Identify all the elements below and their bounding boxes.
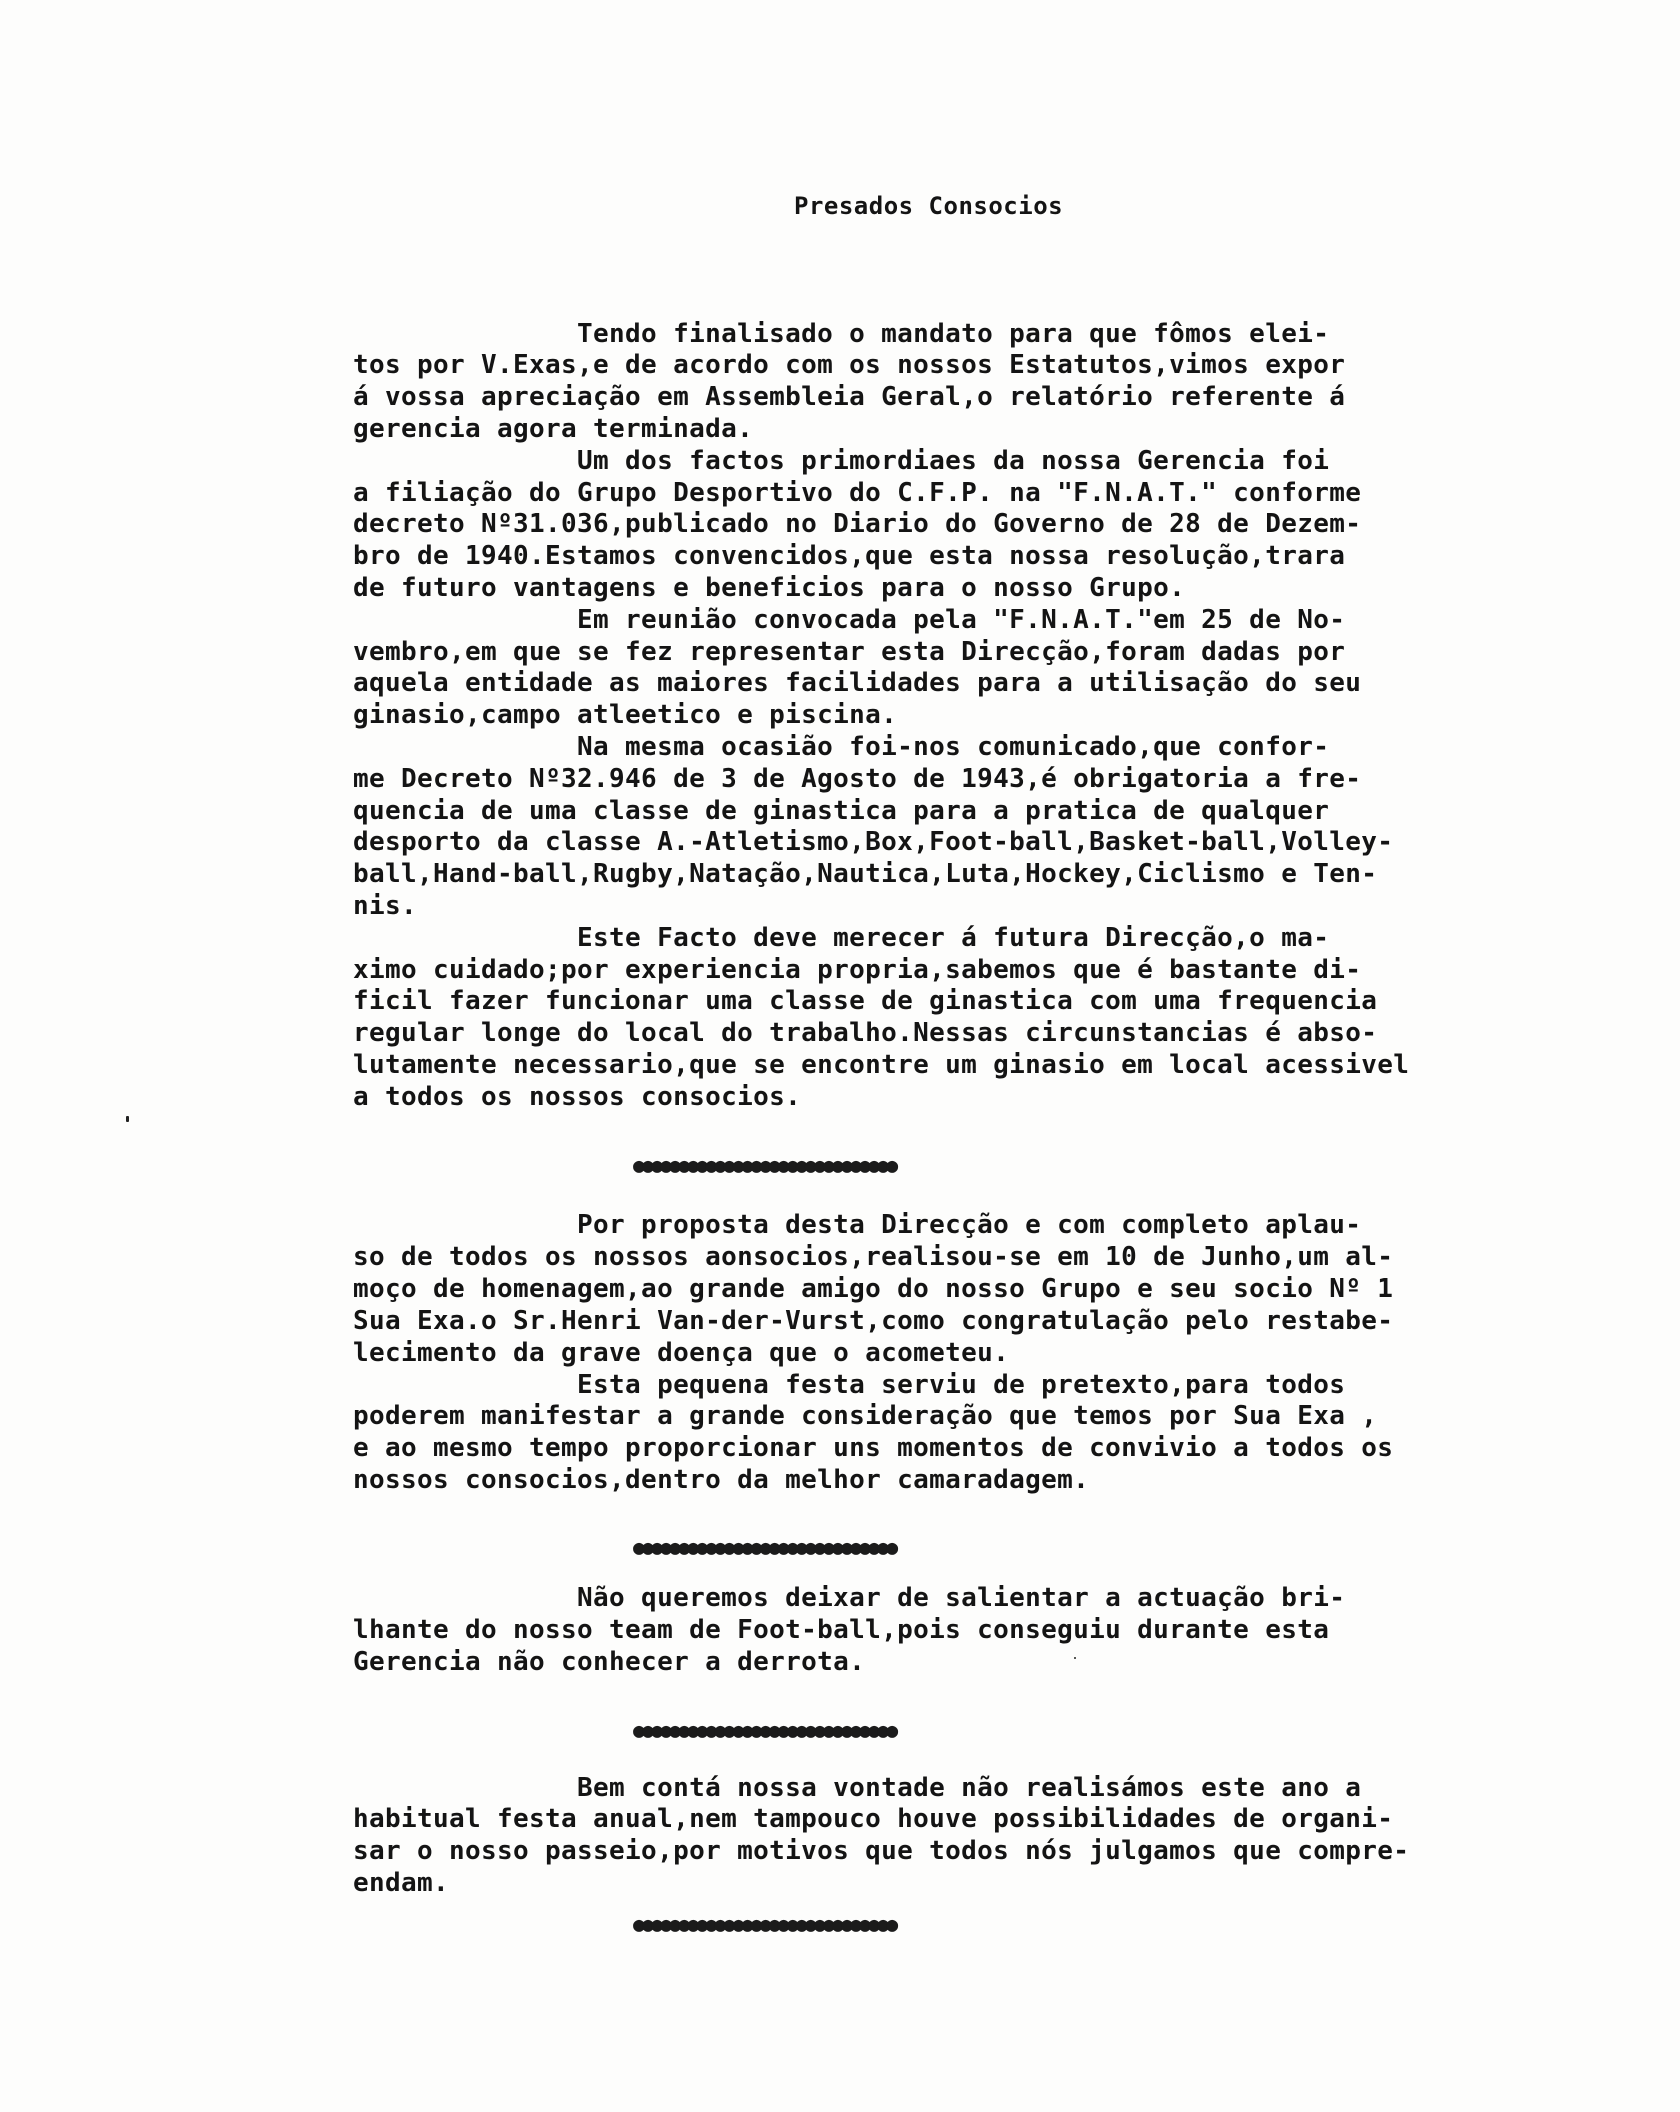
text-line: tos por V.Exas,e de acordo com os nossos Estatutos,vimos expor [353,350,1346,380]
text-line: e ao mesmo tempo proporcionar uns momentos de convivio a todos os [353,1433,1394,1463]
text-line: gerencia agora terminada. [353,414,754,444]
text-line: sar o nosso passeio,por motivos que todos nós julgamos que compre- [353,1836,1410,1866]
text-line: so de todos os nossos aonsocios,realisou-se em 10 de Junho,um al- [353,1242,1394,1272]
text-line: lhante do nosso team de Foot-ball,pois conseguiu durante esta [353,1615,1330,1645]
scan-speck [1074,1657,1076,1659]
text-line: Em reunião convocada pela "F.N.A.T."em 25 de No- [353,605,1346,635]
text-line: regular longe do local do trabalho.Nessas circunstancias é abso- [353,1018,1378,1048]
text-line: ball,Hand-ball,Rugby,Natação,Nautica,Luta,Hockey,Ciclismo e Ten- [353,859,1378,889]
text-line: a filiação do Grupo Desportivo do C.F.P. na "F.N.A.T." conforme [353,478,1362,508]
text-line: de futuro vantagens e beneficios para o nosso Grupo. [353,573,1186,603]
scan-speck [126,1116,129,1122]
section-separator: ●●●●●●●●●●●●●●●●●●●●●●●●●●●●● [633,1153,896,1177]
text-line: nossos consocios,dentro da melhor camaradagem. [353,1465,1090,1495]
text-line: aquela entidade as maiores facilidades para a utilisação do seu [353,668,1362,698]
text-line: Sua Exa.o Sr.Henri Van-der-Vurst,como congratulação pelo restabe- [353,1306,1394,1336]
text-line: Por proposta desta Direcção e com completo aplau- [353,1210,1362,1240]
text-line: nis. [353,891,418,921]
text-line: moço de homenagem,ao grande amigo do nosso Grupo e seu socio Nº 1 [353,1274,1394,1304]
text-line: Esta pequena festa serviu de pretexto,para todos [353,1370,1346,1400]
document-title: Presados Consocios [794,192,1064,220]
text-line: Gerencia não conhecer a derrota. [353,1647,866,1677]
section-separator: ●●●●●●●●●●●●●●●●●●●●●●●●●●●●● [633,1718,896,1742]
text-line: Bem contá nossa vontade não realisámos este ano a [353,1773,1362,1803]
text-line: lutamente necessario,que se encontre um ginasio em local acessivel [353,1050,1410,1080]
text-line: me Decreto Nº32.946 de 3 de Agosto de 1943,é obrigatoria a fre- [353,764,1362,794]
text-line: endam. [353,1868,450,1898]
text-line: Tendo finalisado o mandato para que fômos elei- [353,319,1330,349]
text-line: decreto Nº31.036,publicado no Diario do Governo de 28 de Dezem- [353,509,1362,539]
section-separator: ●●●●●●●●●●●●●●●●●●●●●●●●●●●●● [633,1535,896,1559]
text-line: a todos os nossos consocios. [353,1082,802,1112]
text-line: ximo cuidado;por experiencia propria,sabemos que é bastante di- [353,955,1362,985]
text-line: poderem manifestar a grande consideração que temos por Sua Exa , [353,1401,1378,1431]
text-line: quencia de uma classe de ginastica para a pratica de qualquer [353,796,1330,826]
text-line: Não queremos deixar de salientar a actuação bri- [353,1583,1346,1613]
text-line: á vossa apreciação em Assembleia Geral,o relatório referente á [353,382,1346,412]
text-line: ginasio,campo atleetico e piscina. [353,700,898,730]
text-line: Um dos factos primordiaes da nossa Gerencia foi [353,446,1330,476]
text-line: Na mesma ocasião foi-nos comunicado,que confor- [353,732,1330,762]
text-line: ficil fazer funcionar uma classe de ginastica com uma frequencia [353,986,1378,1016]
text-line: vembro,em que se fez representar esta Direcção,foram dadas por [353,637,1346,667]
text-line: desporto da classe A.-Atletismo,Box,Foot-ball,Basket-ball,Volley- [353,827,1394,857]
section-separator: ●●●●●●●●●●●●●●●●●●●●●●●●●●●●● [633,1912,896,1936]
text-line: bro de 1940.Estamos convencidos,que esta nossa resolução,trara [353,541,1346,571]
text-line: lecimento da grave doença que o acometeu. [353,1338,1010,1368]
text-line: Este Facto deve merecer á futura Direcção,o ma- [353,923,1330,953]
text-line: habitual festa anual,nem tampouco houve possibilidades de organi- [353,1804,1394,1834]
